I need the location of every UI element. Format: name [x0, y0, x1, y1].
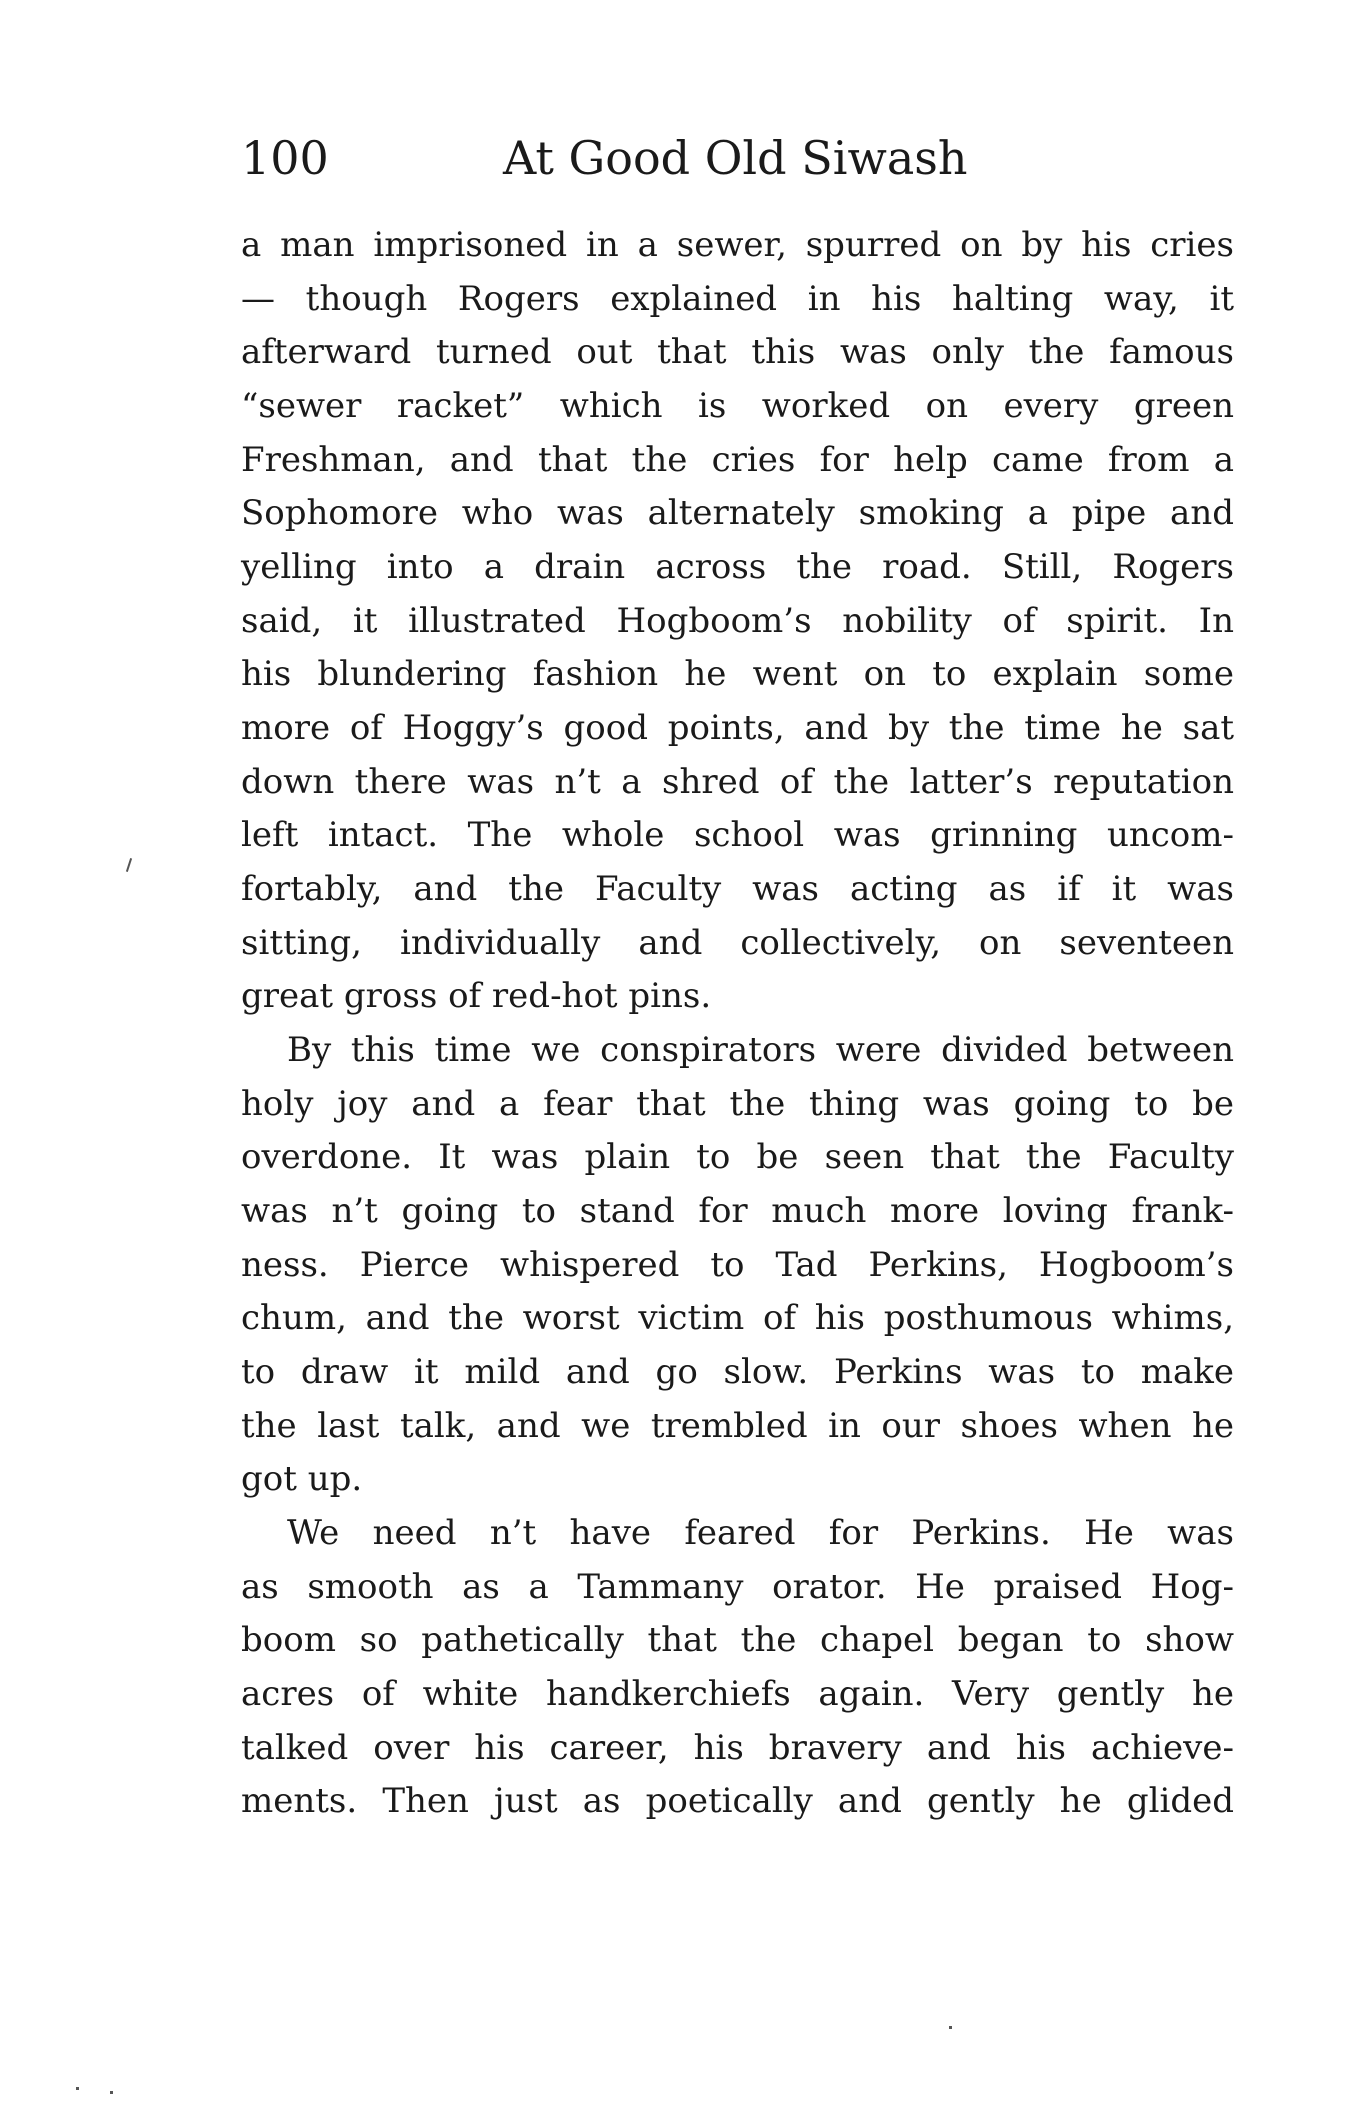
text-line: as smooth as a Tammany orator. He praised Hog- [241, 1567, 1234, 1607]
page-number: 100 [241, 131, 329, 185]
running-head [241, 128, 1241, 188]
text-line: ments. Then just as poetically and gently he glided [241, 1781, 1234, 1821]
text-line: said, it illustrated Hogboom’s nobility of spirit. In [241, 601, 1234, 641]
text-line: a man imprisoned in a sewer, spurred on by his cries [241, 225, 1234, 265]
text-line: chum, and the worst victim of his posthumous whims, [241, 1298, 1234, 1338]
text-line: talked over his career, his bravery and his achieve- [241, 1728, 1234, 1768]
text-line: acres of white handkerchiefs again. Very gently he [241, 1674, 1234, 1714]
text-line: down there was n’t a shred of the latter’s reputation [241, 762, 1234, 802]
text-line: We need n’t have feared for Perkins. He was [287, 1513, 1234, 1553]
text-line: holy joy and a fear that the thing was going to be [241, 1084, 1234, 1124]
text-line: “sewer racket” which is worked on every green [241, 386, 1234, 426]
text-line: more of Hoggy’s good points, and by the time he sat [241, 708, 1234, 748]
book-title: At Good Old Siwash [503, 131, 968, 185]
text-line: his blundering fashion he went on to explain some [241, 654, 1234, 694]
text-line: Sophomore who was alternately smoking a pipe and [241, 493, 1234, 533]
text-line: boom so pathetically that the chapel began to show [241, 1620, 1234, 1660]
text-line: was n’t going to stand for much more loving frank- [241, 1191, 1234, 1231]
text-line: got up. [241, 1459, 363, 1499]
text-line: fortably, and the Faculty was acting as if it was [241, 869, 1234, 909]
scan-speck [110, 2091, 113, 2094]
text-line: Freshman, and that the cries for help came from a [241, 440, 1234, 480]
text-line: the last talk, and we trembled in our shoes when he [241, 1406, 1234, 1446]
text-line: — though Rogers explained in his halting way, it [241, 279, 1234, 319]
scan-speck [126, 858, 132, 872]
scan-speck [76, 2087, 79, 2090]
text-line: left intact. The whole school was grinning uncom- [241, 815, 1234, 855]
text-line: great gross of red-hot pins. [241, 976, 712, 1016]
text-line: sitting, individually and collectively, on seventeen [241, 923, 1234, 963]
text-line: ness. Pierce whispered to Tad Perkins, Hogboom’s [241, 1245, 1234, 1285]
text-line: to draw it mild and go slow. Perkins was to make [241, 1352, 1234, 1392]
text-line: afterward turned out that this was only the famous [241, 332, 1234, 372]
text-line: yelling into a drain across the road. Still, Rogers [241, 547, 1234, 587]
scan-speck [949, 2026, 952, 2029]
text-line: By this time we conspirators were divided between [287, 1030, 1234, 1070]
text-line: overdone. It was plain to be seen that the Faculty [241, 1137, 1234, 1177]
